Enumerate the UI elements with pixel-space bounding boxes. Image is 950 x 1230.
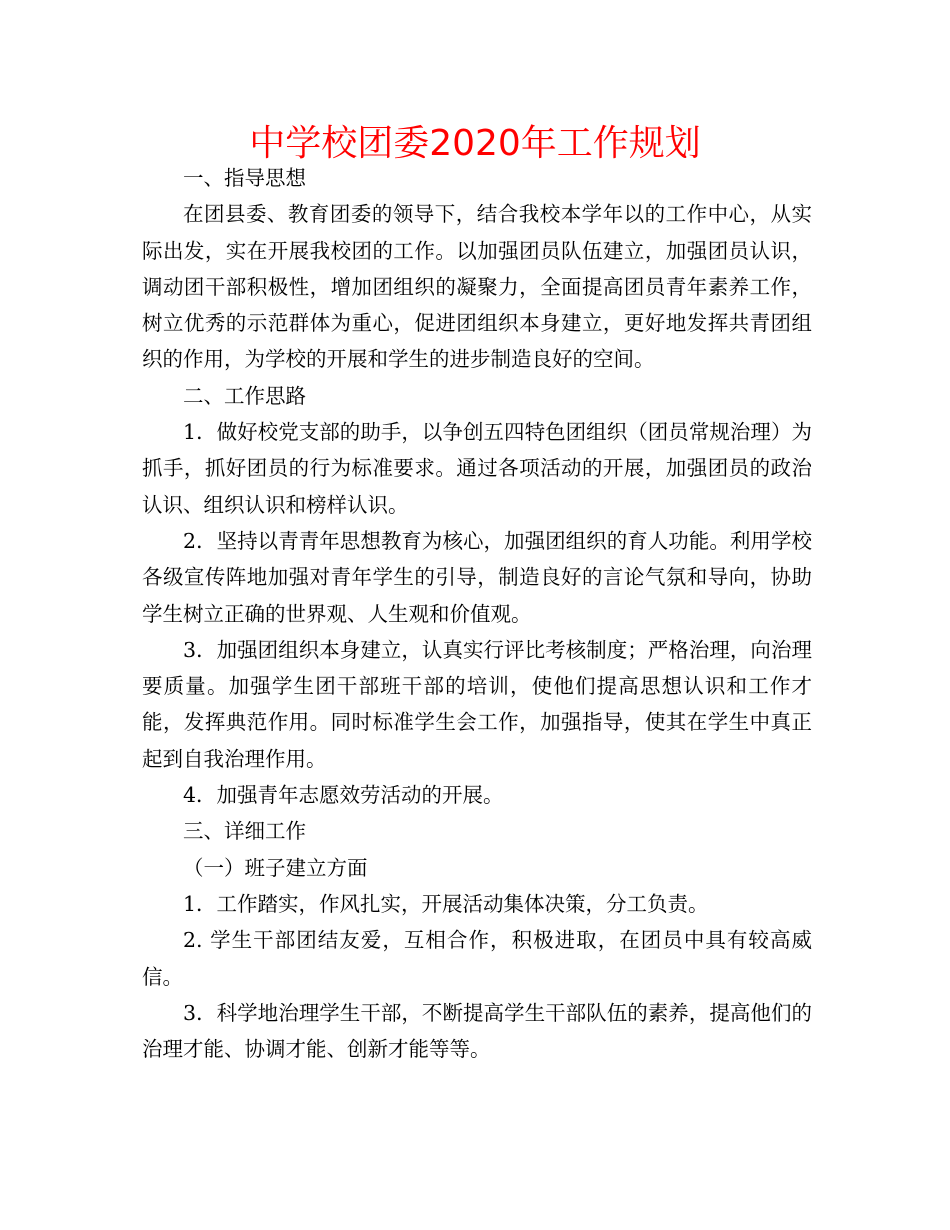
paragraph-work-idea-1: 1．做好校党支部的助手，以争创五四特色团组织（团员常规治理）为抓手，抓好团员的行为标准要求。通过各项活动的开展，加强团员的政治认识、组织认识和榜样认识。	[142, 420, 812, 517]
paragraph-team-building-1: 1．工作踏实，作风扎实，开展活动集体决策，分工负责。	[183, 891, 709, 916]
section-heading-detailed-work: 三、详细工作	[183, 819, 306, 844]
section-heading-work-ideas: 二、工作思路	[183, 383, 306, 408]
document-title: 中学校团委2020年工作规划	[249, 123, 701, 164]
paragraph-work-idea-4: 4．加强青年志愿效劳活动的开展。	[183, 783, 504, 808]
paragraph-work-idea-3: 3．加强团组织本身建立，认真实行评比考核制度；严格治理，向治理要质量。加强学生团干部班干部的培训，使他们提高思想认识和工作才能，发挥典范作用。同时标准学生会工作，加强指导，使其在学生中真正起到自我治理作用。	[142, 637, 812, 771]
section-heading-guiding-ideology: 一、指导思想	[183, 166, 306, 190]
paragraph-work-idea-2: 2．坚持以青青年思想教育为核心，加强团组织的育人功能。利用学校各级宣传阵地加强对青年学生的引导，制造良好的言论气氛和导向，协助学生树立正确的世界观、人生观和价值观。	[142, 528, 812, 626]
paragraph-team-building-3: 3．科学地治理学生干部，不断提高学生干部队伍的素养，提高他们的治理才能、协调才能、创新才能等等。	[142, 1000, 812, 1062]
paragraph-team-building-2: 2. 学生干部团结友爱，互相合作，积极进取，在团员中具有较高威信。	[142, 928, 812, 989]
subsection-heading-team-building: （一）班子建立方面	[183, 855, 368, 880]
document-body	[142, 160, 812, 1067]
paragraph-guiding-ideology: 在团县委、教育团委的领导下，结合我校本学年以的工作中心，从实际出发，实在开展我校团的工作。以加强团员队伍建立，加强团员认识，调动团干部积极性，增加团组织的凝聚力，全面提高团员青年素养工作，树立优秀的示范群体为重心，促进团组织本身建立，更好地发挥共青团组织的作用，为学校的开展和学生的进步制造良好的空间。	[142, 202, 812, 372]
